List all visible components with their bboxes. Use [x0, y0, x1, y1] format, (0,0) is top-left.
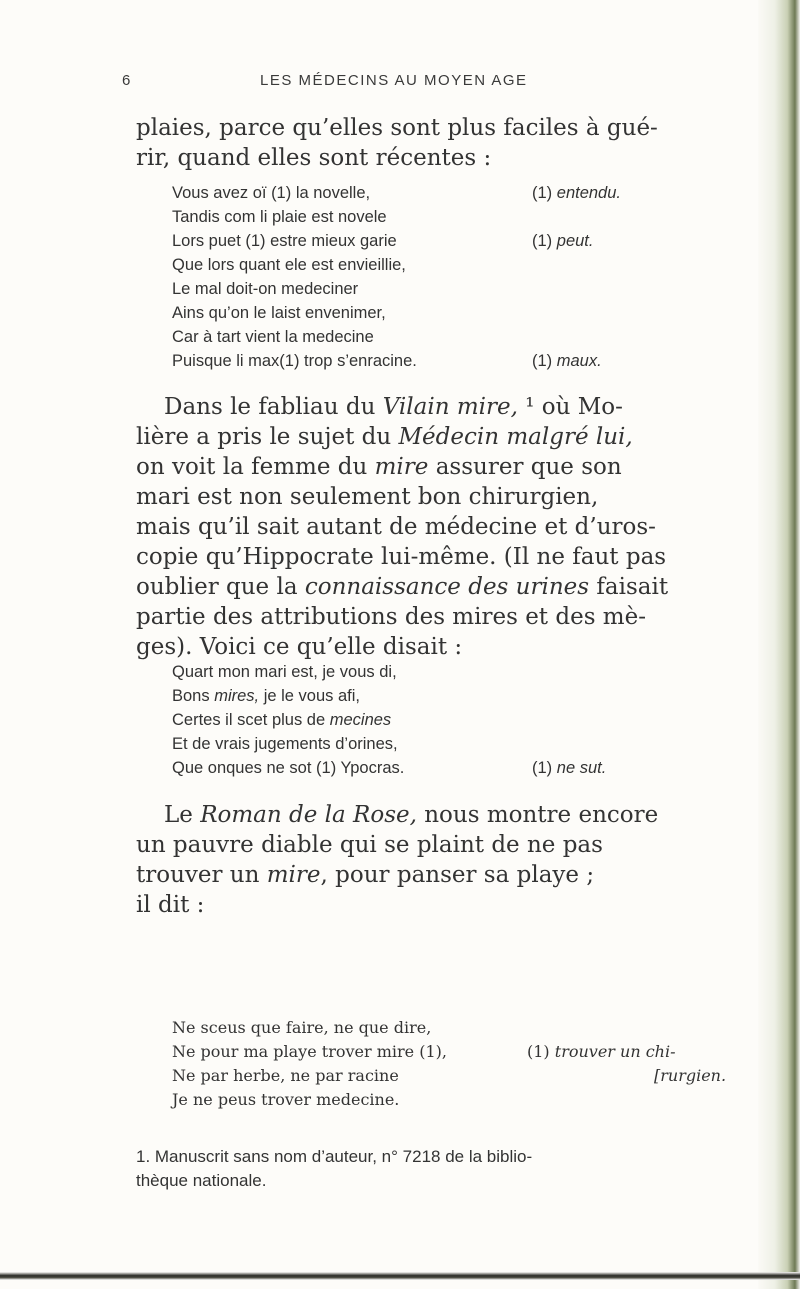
verse-line — [172, 349, 732, 373]
margin-gloss: (1) trouver un chi- — [527, 1042, 676, 1061]
verse-line: Et de vrais jugements d’orines, — [172, 735, 398, 753]
page-edge-right — [758, 0, 800, 1289]
verse-line — [172, 181, 732, 205]
margin-gloss — [532, 181, 621, 205]
text-line: ges). Voici ce qu’elle disait : — [136, 634, 463, 660]
text-line: trouver un mire, pour panser sa playe ; — [136, 862, 595, 888]
verse-text: Lors puet (1) estre mieux garie — [172, 232, 397, 250]
text-line: oublier que la connaissance des urines faisait — [136, 574, 669, 600]
verse-text: Ains qu’on le laist envenimer, — [172, 304, 386, 322]
text-line: partie des attributions des mires et des mè- — [136, 604, 646, 630]
running-title: LES MÉDECINS AU MOYEN AGE — [260, 72, 528, 89]
gloss-number: (1) — [532, 184, 553, 202]
verse-line: Quart mon mari est, je vous di, — [172, 663, 397, 681]
verse-line — [172, 277, 732, 301]
gloss-text: maux. — [556, 352, 602, 370]
verse-line — [172, 301, 732, 325]
verse-line: Je ne peus trover medecine. — [172, 1090, 400, 1109]
verse-line — [172, 205, 732, 229]
margin-gloss: [rurgien. — [654, 1066, 727, 1085]
gloss-number: (1) — [532, 232, 553, 250]
paragraph-1 — [136, 113, 756, 173]
text-line: plaies, parce qu’elles sont plus faciles à gué- — [136, 115, 658, 141]
verse-line — [172, 325, 732, 349]
verse-line — [172, 229, 732, 253]
verse-block-1 — [172, 181, 732, 373]
verse-block-3 — [172, 1016, 732, 1112]
text-line: rir, quand elles sont récentes : — [136, 145, 492, 171]
footnote — [136, 1145, 736, 1193]
text-line: Dans le fabliau du Vilain mire, ¹ où Mo- — [164, 394, 623, 420]
verse-text: Tandis com li plaie est novele — [172, 208, 387, 226]
verse-line: Certes il scet plus de mecines — [172, 711, 392, 729]
verse-line: Ne pour ma playe trover mire (1), (1) trouver un chi- — [172, 1040, 732, 1064]
text-line: on voit la femme du mire assurer que son — [136, 454, 622, 480]
text-line: Le Roman de la Rose, nous montre encore — [164, 802, 659, 828]
verse-line: Ne par herbe, ne par racine [rurgien. — [172, 1064, 732, 1088]
verse-text: Puisque li max(1) trop s’enracine. — [172, 352, 417, 370]
gloss-text: peut. — [556, 232, 594, 250]
paragraph-2 — [136, 392, 756, 662]
margin-gloss — [532, 229, 593, 253]
text-line: copie qu’Hippocrate lui-même. (Il ne faut pas — [136, 544, 667, 570]
verse-text: Vous avez oï (1) la novelle, — [172, 184, 371, 202]
verse-line: Ne sceus que faire, ne que dire, — [172, 1018, 432, 1037]
text-line: lière a pris le sujet du Médecin malgré lui, — [136, 424, 633, 450]
verse-line: Bons mires, je le vous afi, — [172, 687, 361, 705]
verse-block-2 — [172, 660, 732, 780]
verse-text: Car à tart vient la medecine — [172, 328, 374, 346]
footnote-line: 1. Manuscrit sans nom d’auteur, n° 7218 de la biblio- — [136, 1147, 533, 1166]
margin-gloss: (1) ne sut. — [532, 759, 607, 777]
text-line: il dit : — [136, 892, 205, 918]
text-line: mari est non seulement bon chirurgien, — [136, 484, 599, 510]
verse-text: Que lors quant ele est envieillie, — [172, 256, 406, 274]
verse-text: Le mal doit-on medeciner — [172, 280, 359, 298]
gloss-number: (1) — [532, 352, 553, 370]
text-line: un pauvre diable qui se plaint de ne pas — [136, 832, 603, 858]
verse-line — [172, 253, 732, 277]
text-line: mais qu’il sait autant de médecine et d’uros- — [136, 514, 656, 540]
gloss-text: entendu. — [556, 184, 621, 202]
page-number: 6 — [122, 72, 131, 89]
page-edge-bottom — [0, 1272, 800, 1280]
paragraph-3 — [136, 800, 756, 920]
footnote-line: thèque nationale. — [136, 1171, 267, 1190]
verse-line: Que onques ne sot (1) Ypocras. (1) ne sut. — [172, 756, 732, 780]
margin-gloss — [532, 349, 602, 373]
